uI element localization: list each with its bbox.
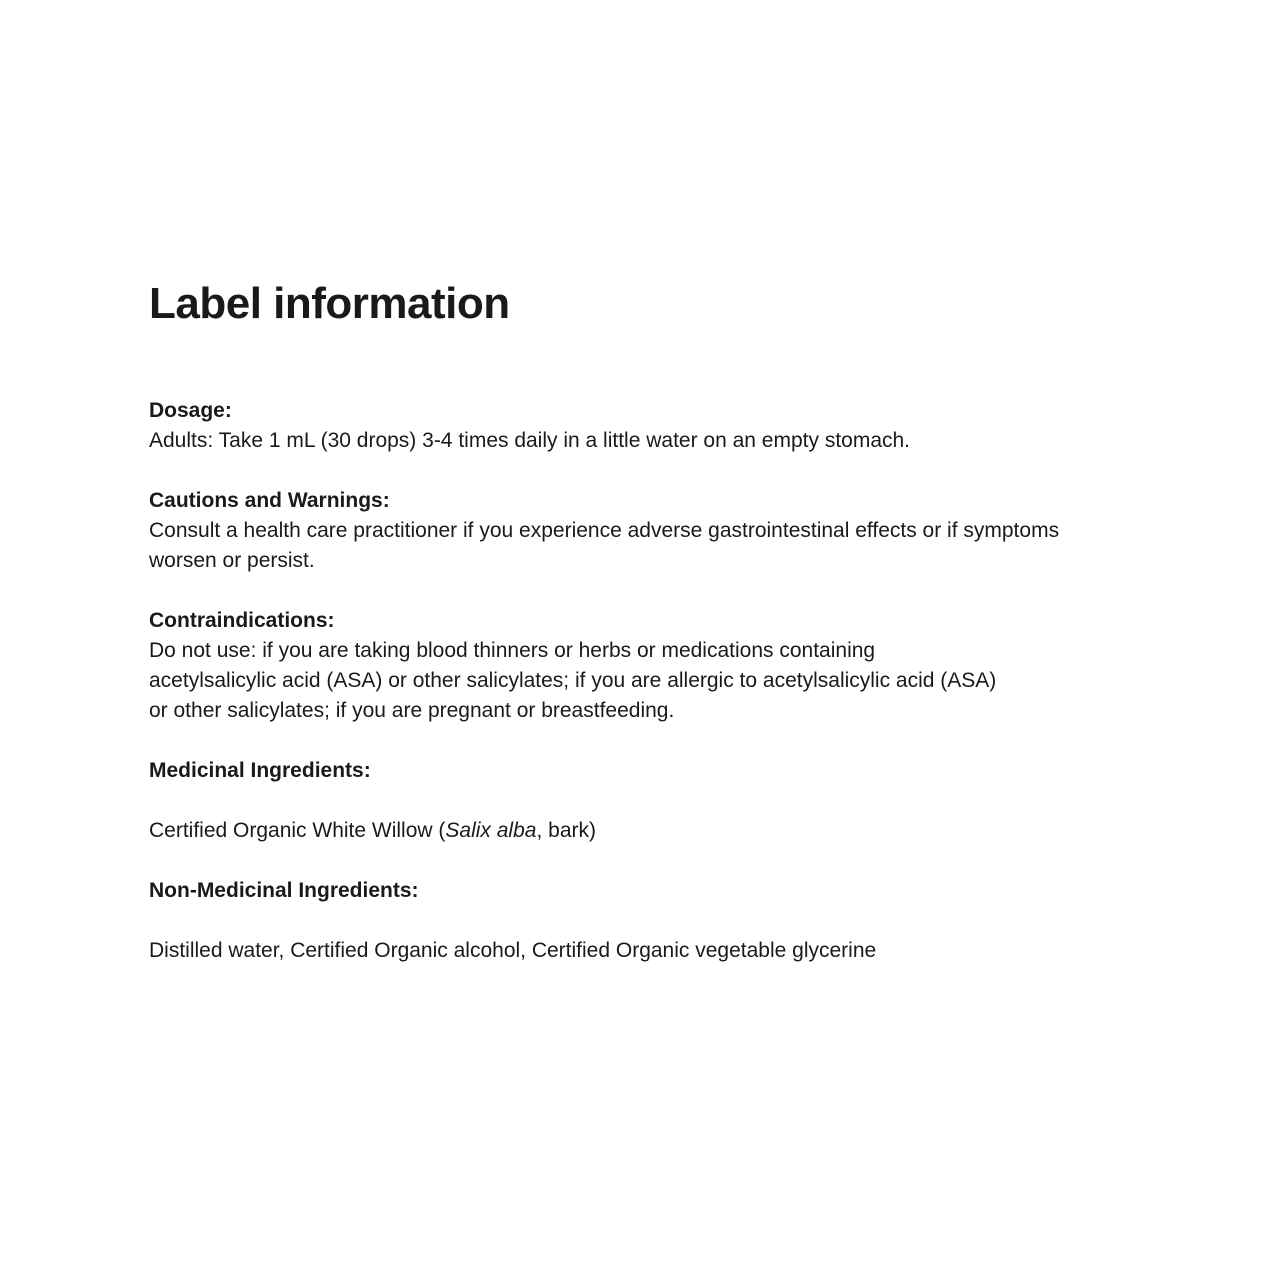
contraindications-heading: Contraindications: [149, 609, 335, 632]
medicinal-suffix: , bark) [536, 819, 596, 842]
spacer [149, 576, 1149, 606]
dosage-heading: Dosage: [149, 399, 232, 422]
medicinal-latin-name: Salix alba [445, 819, 537, 842]
label-sections [149, 396, 1149, 966]
contraindications-line: acetylsalicylic acid (ASA) or other salicylates; if you are allergic to acetylsalicylic acid (ASA) [149, 669, 997, 692]
cautions-heading: Cautions and Warnings: [149, 489, 390, 512]
page-title: Label information [149, 279, 510, 328]
spacer [149, 726, 1149, 756]
cautions-line: Consult a health care practitioner if you experience adverse gastrointestinal effects or if symptoms [149, 519, 1060, 542]
cautions-text [149, 516, 1149, 576]
spacer [149, 906, 1149, 936]
cautions-line: worsen or persist. [149, 549, 315, 572]
contraindications-text [149, 636, 1149, 726]
dosage-section [149, 396, 1149, 456]
medicinal-prefix: Certified Organic White Willow ( [149, 819, 446, 842]
dosage-text: Adults: Take 1 mL (30 drops) 3-4 times daily in a little water on an empty stomach. [149, 429, 911, 452]
label-document [149, 278, 1149, 966]
medicinal-heading: Medicinal Ingredients: [149, 759, 371, 782]
medicinal-section [149, 756, 1149, 846]
contraindications-section [149, 606, 1149, 726]
non-medicinal-section [149, 876, 1149, 966]
spacer [149, 786, 1149, 816]
spacer [149, 456, 1149, 486]
cautions-section [149, 486, 1149, 576]
contraindications-line: Do not use: if you are taking blood thinners or herbs or medications containing [149, 639, 876, 662]
medicinal-ingredient [149, 816, 1149, 846]
non-medicinal-heading: Non-Medicinal Ingredients: [149, 879, 419, 902]
non-medicinal-ingredients: Distilled water, Certified Organic alcohol, Certified Organic vegetable glycerine [149, 939, 877, 962]
spacer [149, 846, 1149, 876]
contraindications-line: or other salicylates; if you are pregnant or breastfeeding. [149, 699, 675, 722]
